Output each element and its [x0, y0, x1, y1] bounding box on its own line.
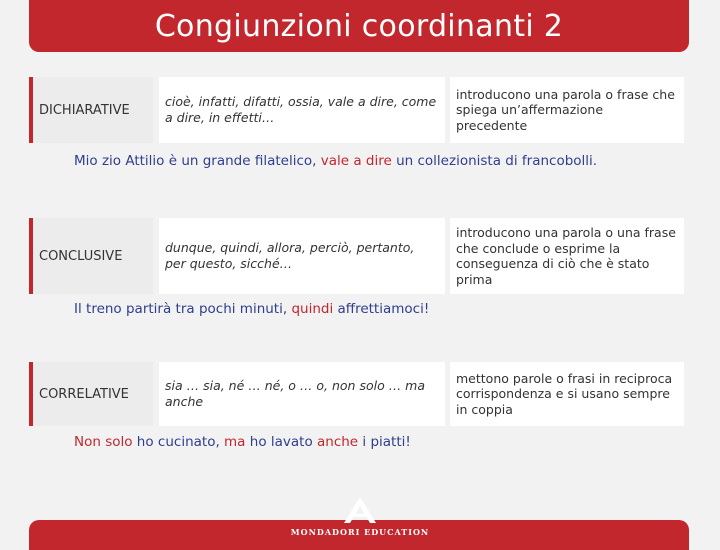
example-sentence: Non solo ho cucinato, ma ho lavato anche i piatti! — [74, 434, 411, 450]
title-bar — [29, 0, 689, 52]
example-sentence: Mio zio Attilio è un grande filatelico, vale a dire un collezionista di francobolli. — [74, 153, 598, 169]
example-highlight: anche — [317, 434, 359, 450]
mondadori-logo-icon — [340, 496, 380, 524]
page-title: Congiunzioni coordinanti 2 — [154, 8, 564, 44]
category-label: CONCLUSIVE — [29, 218, 153, 294]
category-label: DICHIARATIVE — [29, 77, 153, 143]
conjunction-row-dichiarative — [29, 77, 684, 143]
conjunction-row-correlative — [29, 362, 684, 426]
example-highlight: vale a dire — [320, 153, 392, 169]
conjunction-row-conclusive — [29, 218, 684, 294]
example-highlight: Non solo — [74, 434, 133, 450]
example-highlight: ma — [224, 434, 246, 450]
category-label: CORRELATIVE — [29, 362, 153, 426]
conjunction-list: sia … sia, né … né, o … o, non solo … ma anche — [159, 362, 445, 426]
example-sentence: Il treno partirà tra pochi minuti, quindi affrettiamoci! — [74, 301, 430, 317]
conjunction-list: cioè, infatti, difatti, ossia, vale a dire, come a dire, in effetti… — [159, 77, 445, 143]
conjunction-description: introducono una parola o una frase che conclude o esprime la conseguenza di ciò che è stato prima — [450, 218, 684, 294]
footer-brand: MONDADORI EDUCATION — [290, 527, 430, 537]
example-highlight: quindi — [291, 301, 334, 317]
conjunction-description: mettono parole o frasi in reciproca corrispondenza e si usano sempre in coppia — [450, 362, 684, 426]
conjunction-description: introducono una parola o frase che spiega un’affermazione precedente — [450, 77, 684, 143]
conjunction-list: dunque, quindi, allora, perciò, pertanto, per questo, sicché… — [159, 218, 445, 294]
